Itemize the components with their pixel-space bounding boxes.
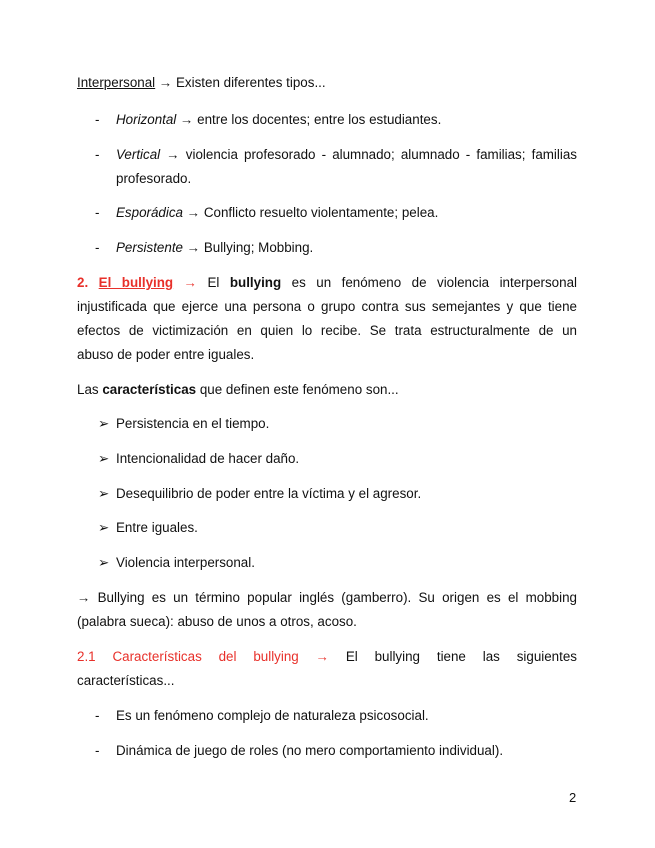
section-2-post: es un fenómeno de violencia interpersonal — [281, 275, 577, 290]
type-term: Persistente — [116, 240, 183, 255]
intro-label: Interpersonal — [77, 75, 156, 90]
arrowhead-bullet-icon: ➢ — [98, 555, 110, 570]
type-item-esporadica — [116, 201, 577, 225]
list-dash: - — [95, 112, 100, 127]
characteristic-item: Entre iguales. — [116, 520, 198, 535]
section-2-bold: bullying — [229, 275, 282, 290]
note-line-2: (palabra sueca): abuso de unos a otros, acoso. — [77, 614, 357, 629]
section-2-1-line-2: características... — [77, 673, 175, 688]
characteristics-post: que definen este fenómeno son... — [196, 382, 399, 397]
characteristic-item: Desequilibrio de poder entre la víctima y el agresor. — [116, 486, 422, 501]
characteristics-intro — [77, 378, 577, 402]
list-dash: - — [95, 205, 100, 220]
type-term: Horizontal — [116, 112, 177, 127]
arrowhead-bullet-icon: ➢ — [98, 416, 110, 431]
note-line-1: → Bullying es un término popular inglés (gamberro). Su origen es el mobbing — [77, 590, 577, 605]
section-2-title: El bullying — [98, 275, 174, 290]
section-2-1-item: Es un fenómeno complejo de naturaleza psicosocial. — [116, 708, 429, 723]
list-dash: - — [95, 240, 100, 255]
type-text: → Bullying; Mobbing. — [183, 240, 314, 255]
arrowhead-bullet-icon: ➢ — [98, 520, 110, 535]
type-text: → violencia profesorado - alumnado; alumnado - familias; familias — [160, 147, 577, 162]
type-text: → Conflicto resuelto violentamente; pelea. — [183, 205, 439, 220]
arrowhead-bullet-icon: ➢ — [98, 451, 110, 466]
list-dash: - — [95, 147, 100, 162]
characteristic-item: Persistencia en el tiempo. — [116, 416, 270, 431]
section-2-arrow: → — [173, 275, 197, 290]
characteristic-item: Intencionalidad de hacer daño. — [116, 451, 300, 466]
type-item-vertical — [116, 143, 577, 167]
section-2-line: injustificada que ejerce una persona o grupo contra sus semejantes y que tiene — [77, 299, 577, 314]
list-dash: - — [95, 708, 100, 723]
arrowhead-bullet-icon: ➢ — [98, 486, 110, 501]
type-item-persistente — [116, 236, 577, 260]
page-number: 2 — [569, 790, 577, 805]
section-2-line: abuso de poder entre iguales. — [77, 347, 255, 362]
section-2-line: efectos de victimización en quien lo recibe. Se trata estructuralmente de un — [77, 323, 577, 338]
type-term: Vertical — [116, 147, 161, 162]
characteristics-pre: Las — [77, 382, 103, 397]
section-2-1-text: El bullying tiene las siguientes — [328, 649, 577, 664]
type-item-vertical-cont: profesorado. — [116, 171, 192, 186]
section-2-heading-line — [77, 271, 577, 295]
type-term: Esporádica — [116, 205, 183, 220]
type-text: → entre los docentes; entre los estudiantes. — [176, 112, 442, 127]
section-2-1-heading-line — [77, 645, 577, 669]
intro-line — [77, 71, 577, 95]
type-item-horizontal — [116, 108, 577, 132]
characteristics-bold: características — [102, 382, 197, 397]
section-2-pre: El — [196, 275, 230, 290]
section-2-1-heading: 2.1 Características del bullying → — [77, 649, 329, 664]
intro-text: → Existen diferentes tipos... — [155, 75, 326, 90]
section-2-1-item: Dinámica de juego de roles (no mero comportamiento individual). — [116, 743, 504, 758]
characteristic-item: Violencia interpersonal. — [116, 555, 255, 570]
list-dash: - — [95, 743, 100, 758]
section-2-number: 2. — [77, 275, 89, 290]
